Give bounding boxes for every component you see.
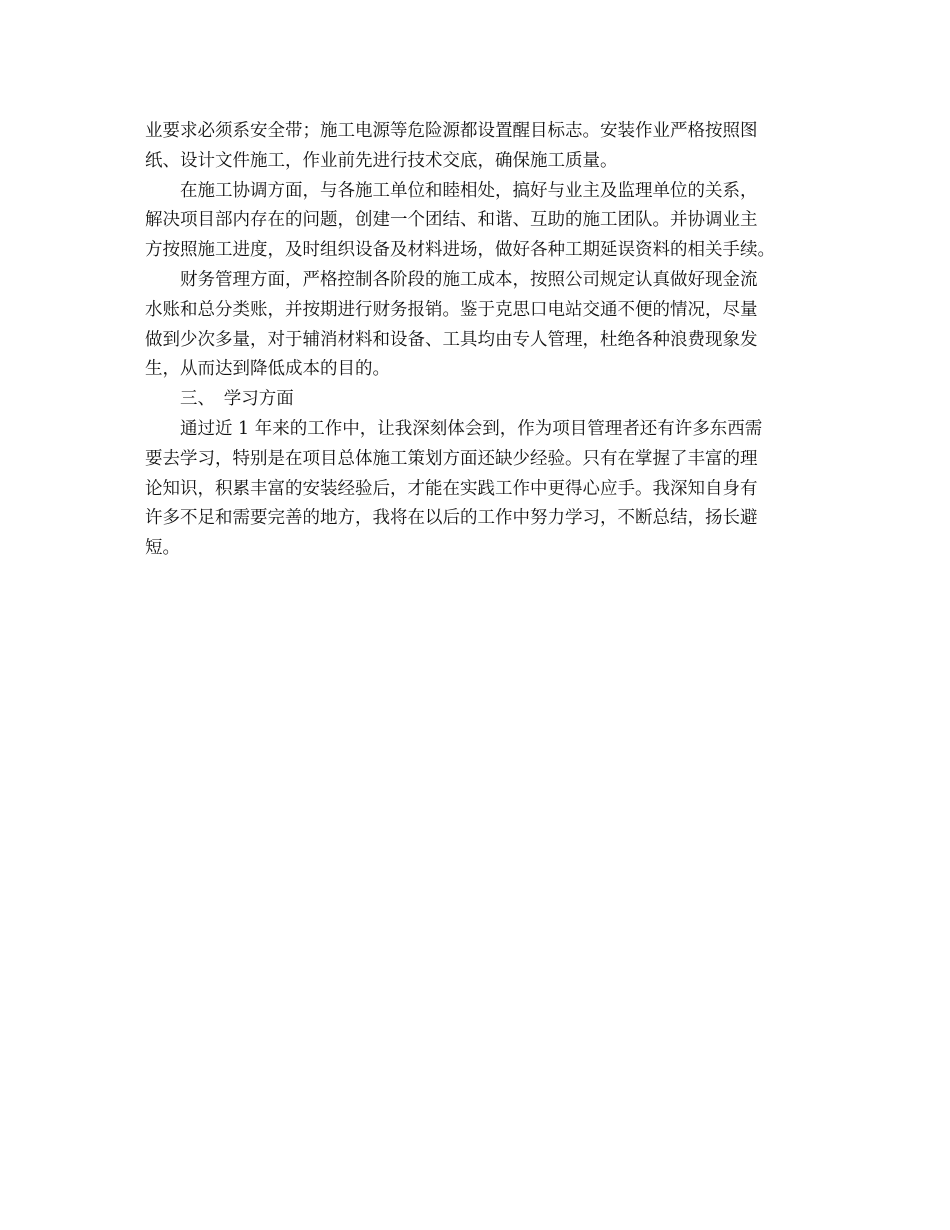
text-line: 解决项目部内存在的问题，创建一个团结、和谐、互助的施工团队。并协调业主 xyxy=(145,210,758,231)
text-line: 水账和总分类账，并按期进行财务报销。鉴于克思口电站交通不便的情况，尽量 xyxy=(145,299,758,320)
text-line: 通过近 1 年来的工作中，让我深刻体会到，作为项目管理者还有许多东西需 xyxy=(145,418,763,439)
text-line: 短。 xyxy=(145,538,180,559)
section-heading: 三、 学习方面 xyxy=(145,389,294,410)
text-line: 业要求必须系安全带；施工电源等危险源都设置醒目标志。安装作业严格按照图 xyxy=(145,121,758,141)
text-line: 论知识，积累丰富的安装经验后，才能在实践工作中更得心应手。我深知自身有 xyxy=(145,478,758,499)
text-line: 要去学习，特别是在项目总体施工策划方面还缺少经验。只有在掌握了丰富的理 xyxy=(145,448,758,469)
document-body xyxy=(145,117,810,564)
text-line: 财务管理方面，严格控制各阶段的施工成本，按照公司规定认真做好现金流 xyxy=(145,269,758,290)
text-line: 许多不足和需要完善的地方，我将在以后的工作中努力学习，不断总结，扬长避 xyxy=(145,508,758,529)
text-line: 做到少次多量，对于辅消材料和设备、工具均由专人管理，杜绝各种浪费现象发 xyxy=(145,329,758,350)
text-line: 纸、设计文件施工，作业前先进行技术交底，确保施工质量。 xyxy=(145,150,618,171)
text-line: 方按照施工进度，及时组织设备及材料进场，做好各种工期延误资料的相关手续。 xyxy=(145,240,775,261)
text-line: 生，从而达到降低成本的目的。 xyxy=(145,359,390,380)
text-line: 在施工协调方面，与各施工单位和睦相处，搞好与业主及监理单位的关系， xyxy=(145,180,758,201)
